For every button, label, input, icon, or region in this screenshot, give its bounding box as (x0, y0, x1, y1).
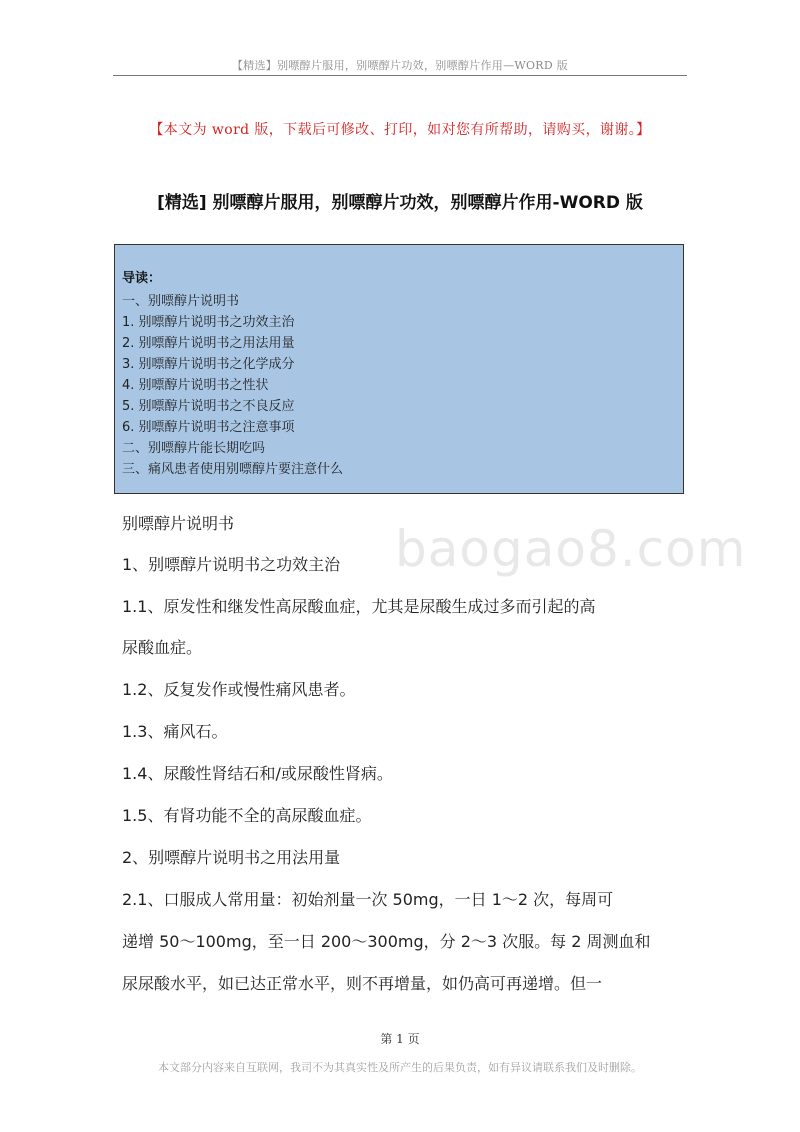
watermark-text: baogao8.com (395, 520, 747, 578)
paragraph-line: 尿尿酸水平，如已达正常水平，则不再增量，如仍高可再递增。但一 (122, 974, 603, 993)
paragraph-line: 1.1、原发性和继发性高尿酸血症，尤其是尿酸生成过多而引起的高 (122, 597, 596, 616)
guide-item: 6. 别嘌醇片说明书之注意事项 (122, 420, 295, 435)
page-number: 第 1 页 (380, 1032, 420, 1046)
page-footer: 本文部分内容来自互联网，我司不为其真实性及所产生的后果负责，如有异议请联系我们及时删除。 (158, 1061, 642, 1074)
guide-heading: 导读： (122, 271, 162, 286)
guide-item: 4. 别嘌醇片说明书之性状 (122, 378, 269, 393)
purchase-notice: 【本文为 word 版，下载后可修改、打印，如对您有所帮助，请购买，谢谢。】 (149, 122, 651, 138)
paragraph-line: 1.3、痛风石。 (122, 722, 228, 741)
paragraph-line: 2.1、口服成人常用量：初始剂量一次 50mg，一日 1～2 次，每周可 (122, 890, 614, 909)
section-heading: 别嘌醇片说明书 (122, 514, 235, 533)
guide-item: 二、别嘌醇片能长期吃吗 (122, 441, 266, 456)
paragraph-line: 1.5、有肾功能不全的高尿酸血症。 (122, 806, 372, 825)
guide-item: 5. 别嘌醇片说明书之不良反应 (122, 399, 295, 414)
subsection-heading: 1、别嘌醇片说明书之功效主治 (122, 555, 341, 574)
page-header: 【精选】别嘌醇片服用，别嘌醇片功效，别嘌醇片作用—WORD 版 (231, 59, 569, 72)
guide-item: 三、痛风患者使用别嘌醇片要注意什么 (122, 462, 344, 477)
paragraph-line: 尿酸血症。 (122, 638, 203, 657)
paragraph-line: 1.2、反复发作或慢性痛风患者。 (122, 680, 356, 699)
guide-item: 2. 别嘌醇片说明书之用法用量 (122, 336, 295, 351)
guide-item: 1. 别嘌醇片说明书之功效主治 (122, 315, 295, 330)
header-divider (113, 75, 687, 76)
subsection-heading: 2、别嘌醇片说明书之用法用量 (122, 848, 341, 867)
paragraph-line: 递增 50～100mg，至一日 200～300mg，分 2～3 次服。每 2 周测血和 (122, 932, 651, 951)
guide-item: 3. 别嘌醇片说明书之化学成分 (122, 357, 295, 372)
guide-item: 一、别嘌醇片说明书 (122, 294, 240, 309)
paragraph-line: 1.4、尿酸性肾结石和/或尿酸性肾病。 (122, 764, 393, 783)
document-title: [精选] 别嘌醇片服用，别嘌醇片功效，别嘌醇片作用-WORD 版 (157, 193, 643, 213)
guide-box (114, 244, 684, 494)
